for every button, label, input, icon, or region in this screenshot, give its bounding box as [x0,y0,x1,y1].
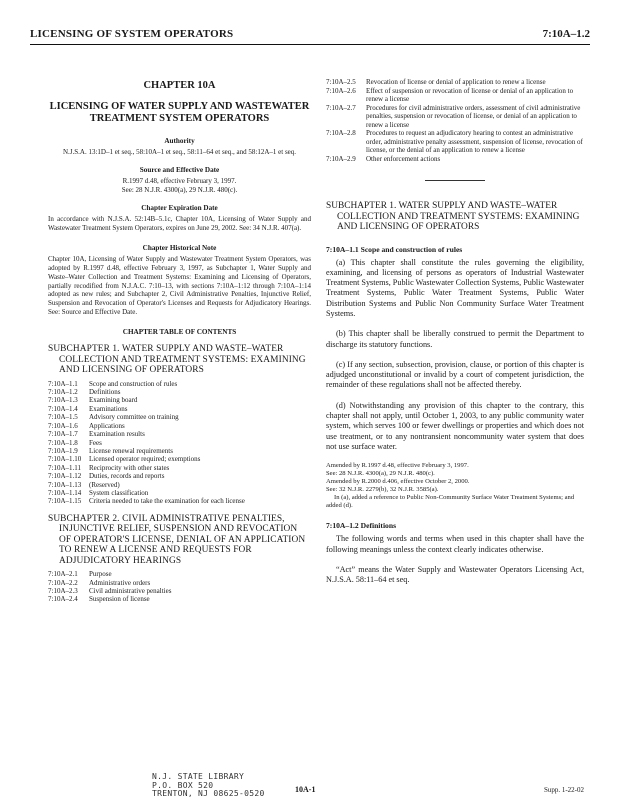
toc-entry-title: System classification [89,488,149,497]
toc-entry-title: Effect of suspension or revocation of license or denial of an application to renew a license [366,86,574,103]
toc-entry-title: Civil administrative penalties [89,587,172,596]
toc-entry[interactable] [48,380,311,388]
toc-entry-title: Scope and construction of rules [89,379,178,388]
library-stamp [152,773,265,799]
toc-entry[interactable] [48,579,311,587]
toc-entry-title: Examining board [89,396,138,405]
toc-entry-title: Suspension of license [89,595,150,604]
toc-entry-title: Purpose [89,570,112,579]
toc-entry[interactable] [326,78,584,87]
history-text: Chapter 10A, Licensing of Water Supply and Wastewater Treatment System Operators, was adopted by R.1997 d.48, effective February 3, 1997, as Subchapter 1, Water Supply and Waste–Water Collection and Treatment Systems: Examining and Licensing of Operators, partially recodified from N.J.A.C. 7:10–13, with sections 7:10A–1:12 through 7:10A–1:14 adopted as new rules; and Subchapter 2, Civil Administrative Penalties, Injunctive Relief, Suspension and Revocation of Operator's Licenses and Requests for Adjudicatory Hearings. See: Source and Effective Date. [48,254,311,317]
rule-heading: 7:10A–1.1 Scope and construction of rules [326,244,463,254]
toc-entry[interactable] [48,422,311,430]
rule-heading: 7:10A–1.2 Definitions [326,521,397,531]
header-section-number: 7:10A–1.2 [542,28,590,40]
authority-text: N.J.S.A. 13:1D–1 et seq., 58:10A–1 et seq., 58:11–64 et seq., and 58:12A–1 et seq. [62,148,297,156]
toc-entry-title: Administrative orders [89,578,151,587]
toc-entry[interactable] [48,472,311,480]
definition-paragraph: “Act” means the Water Supply and Wastewater Operators Licensing Act, N.J.S.A. 58:11–64 et seq. [326,564,584,585]
toc-entry[interactable] [48,405,311,413]
amendment-note [326,462,584,510]
amendment-line: See: 32 N.J.R. 2279(b), 32 N.J.R. 3585(a). [326,486,439,494]
page-number: 10A-1 [295,785,316,794]
rule-paragraph: (c) If any section, subsection, provision, clause, or portion of this chapter is adjudged unconstitutional or invalid by a court of competent jurisdiction, the remainder of these regulations shall not be affected thereby. [326,359,584,390]
toc-entry-title: Revocation of license or denial of application to renew a license [366,78,546,86]
toc-entry-number: 7:10A–1.15 [48,497,82,506]
toc-subchapter-2-heading: SUBCHAPTER 2. CIVIL ADMINISTRATIVE PENALTIES, INJUNCTIVE RELIEF, SUSPENSION AND REVOCATION OF OPERATOR'S LICENSE, DENIAL OF AN APPLICATION TO RENEW A LICENSE AND REQUESTS FOR ADJUDICATORY HEARINGS [48,513,306,566]
toc-entry-number: 7:10A–1.8 [48,438,78,447]
toc-entry-title: Examination results [89,430,145,439]
toc-entry-title: Applications [89,421,125,430]
toc-entry-number: 7:10A–1.2 [48,388,78,397]
toc-entry-number: 7:10A–2.9 [326,154,356,163]
toc-entry[interactable] [326,87,584,104]
subchapter-1-heading: SUBCHAPTER 1. WATER SUPPLY AND WASTE–WATER COLLECTION AND TREATMENT SYSTEMS: EXAMINING AND LICENSING OF OPERATORS [326,201,580,232]
toc-entry-number: 7:10A–1.3 [48,396,78,405]
toc-entry-title: License renewal requirements [89,446,173,455]
toc-entry[interactable] [48,489,311,497]
toc-entry-number: 7:10A–1.6 [48,421,78,430]
toc-entry-number: 7:10A–1.7 [48,430,78,439]
amendment-line: See: 28 N.J.R. 4300(a), 29 N.J.R. 480(c). [326,470,435,478]
source-line: See: 28 N.J.R. 4300(a), 29 N.J.R. 480(c). [121,186,238,194]
source-heading: Source and Effective Date [139,166,220,174]
toc-entry-title: Criteria needed to take the examination for each license [89,497,245,506]
toc-subchapter-1-list [48,380,311,506]
toc-entry[interactable] [48,464,311,472]
toc-entry-number: 7:10A–2.2 [48,578,78,587]
toc-entry[interactable] [48,497,311,505]
expiration-text: In accordance with N.J.S.A. 52:14B–5.1c, Chapter 10A, Licensing of Water Supply and Wastewater Treatment System Operators, expires on June 29, 2002. See: 34 N.J.R. 407(a). [48,215,311,232]
toc-entry-title: Reciprocity with other states [89,463,170,472]
stamp-line: N.J. STATE LIBRARY [152,772,245,781]
toc-entry-title: (Reserved) [89,480,120,489]
stamp-line: TRENTON, NJ 08625-0520 [152,789,265,798]
header-title: LICENSING OF SYSTEM OPERATORS [30,28,234,40]
toc-entry-title: Licensed operator required; exemptions [89,455,201,464]
chapter-number: CHAPTER 10A [143,80,216,91]
source-line: R.1997 d.48, effective February 3, 1997. [122,177,237,185]
toc-entry-title: Advisory committee on training [89,413,179,422]
toc-entry-number: 7:10A–1.14 [48,488,82,497]
toc-entry[interactable] [48,396,311,404]
toc-entry[interactable] [48,595,311,603]
toc-entry[interactable] [326,155,584,164]
toc-entry-title: Definitions [89,388,121,397]
toc-subchapter-2-continued [326,78,584,163]
toc-entry-title: Examinations [89,404,128,413]
toc-entry-title: Other enforcement actions [366,154,441,163]
toc-entry[interactable] [48,455,311,463]
toc-entry[interactable] [326,104,584,130]
toc-entry[interactable] [48,481,311,489]
toc-entry[interactable] [48,587,311,595]
toc-entry-title: Duties, records and reports [89,472,165,481]
source-text [48,177,311,195]
toc-entry[interactable] [48,570,311,578]
rule-paragraph: (d) Notwithstanding any provision of this chapter to the contrary, this chapter shall not apply, until October 1, 2003, to any public community water system, which serves 100 or fewer dwellings or properties and which does not use treatment, or to any nontransient noncommunity water system that does not use surface water. [326,400,584,451]
toc-entry-number: 7:10A–1.12 [48,472,82,481]
toc-entry-title: Procedures for civil administrative orders, assessment of civil administrative penalties, suspension or revocation of license, or denial of an application to renew a license [366,103,581,129]
toc-subchapter-1-heading: SUBCHAPTER 1. WATER SUPPLY AND WASTE–WATER COLLECTION AND TREATMENT SYSTEMS: EXAMINING AND LICENSING OF OPERATORS [48,344,306,376]
toc-entry-number: 7:10A–1.1 [48,379,78,388]
toc-entry-number: 7:10A–2.4 [48,595,78,604]
toc-entry-number: 7:10A–1.10 [48,455,82,464]
toc-entry-number: 7:10A–1.13 [48,480,82,489]
history-heading: Chapter Historical Note [142,243,217,252]
toc-entry[interactable] [48,413,311,421]
amendment-line: Amended by R.1997 d.48, effective February 3, 1997. [326,462,469,470]
toc-entry[interactable] [48,430,311,438]
toc-entry-number: 7:10A–1.5 [48,413,78,422]
running-header [30,28,590,45]
toc-entry-number: 7:10A–1.9 [48,446,78,455]
supplement-date: Supp. 1-22-02 [543,786,584,794]
toc-entry-title: Procedures to request an adjudicatory hearing to contest an administrative order, administrative penalty assessment, suspension of license, revocation of license, or the denial of an application to renew a license [366,129,583,154]
toc-entry[interactable] [48,388,311,396]
toc-entry-number: 7:10A–2.6 [326,86,356,95]
toc-entry-number: 7:10A–2.7 [326,103,356,112]
toc-entry-number: 7:10A–1.11 [48,463,81,472]
toc-entry-number: 7:10A–1.4 [48,404,78,413]
toc-subchapter-2-list [48,570,311,604]
toc-entry-number: 7:10A–2.8 [326,129,356,137]
toc-entry[interactable] [48,439,311,447]
section-divider [425,180,485,181]
toc-heading: CHAPTER TABLE OF CONTENTS [122,328,237,337]
authority-heading: Authority [164,137,195,145]
amendment-line: Amended by R.2000 d.406, effective October 2, 2000. [326,478,470,486]
stamp-line: P.O. BOX 520 [152,780,214,790]
toc-entry-number: 7:10A–2.3 [48,587,78,596]
rule-paragraph: The following words and terms when used in this chapter shall have the following meanings unless the context clearly indicates otherwise. [326,534,584,554]
left-column [48,78,311,611]
chapter-title: LICENSING OF WATER SUPPLY AND WASTEWATER TREATMENT SYSTEM OPERATORS [49,101,310,124]
toc-entry-number: 7:10A–2.1 [48,570,78,579]
expiration-heading: Chapter Expiration Date [141,204,218,212]
amendment-line: In (a), added a reference to Public Non-Community Surface Water Treatment Systems; and added (d). [326,494,575,510]
toc-entry[interactable] [48,447,311,455]
rule-paragraph: (b) This chapter shall be liberally construed to permit the Department to discharge its statutory functions. [326,329,584,349]
rule-paragraph: (a) This chapter shall constitute the rules governing the eligibility, examining, and licensing of persons as operators of Industrial Wastewater Treatment Systems, Public Wastewater Collection Systems, Public Wastewater Treatment Systems, Public Water Treatment Systems, Public Water Distribution Systems and Public Non Community Surface Water Treatment Systems. [326,257,584,318]
toc-entry-title: Fees [89,438,102,447]
right-column [326,78,584,595]
toc-entry-number: 7:10A–2.5 [326,78,356,86]
toc-entry[interactable] [326,129,584,155]
